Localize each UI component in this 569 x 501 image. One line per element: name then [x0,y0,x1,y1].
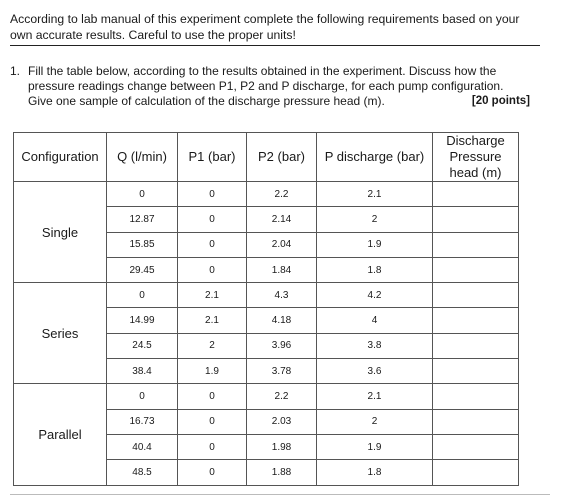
table-header-row [14,133,519,182]
question-line-3: Give one sample of calculation of the discharge pressure head (m). [28,94,385,108]
cell-head[interactable] [433,207,519,232]
cell-p2: 1.88 [247,460,317,485]
cell-p2: 2.2 [247,182,317,207]
header-q: Q (l/min) [107,133,178,182]
cell-p1: 1.9 [178,359,247,384]
question-1 [10,64,530,109]
cell-p1: 0 [178,257,247,282]
cell-q: 24.5 [107,333,178,358]
cell-p1: 0 [178,434,247,459]
cell-p1: 0 [178,182,247,207]
cell-p1: 2.1 [178,283,247,308]
cell-pdis: 2.1 [317,384,433,409]
cell-q: 16.73 [107,409,178,434]
cell-p2: 4.3 [247,283,317,308]
cell-head[interactable] [433,333,519,358]
cell-pdis: 4 [317,308,433,333]
cell-head[interactable] [433,384,519,409]
cell-pdis: 1.9 [317,232,433,257]
cell-p2: 3.96 [247,333,317,358]
cell-pdis: 2 [317,409,433,434]
question-points: [20 points] [471,95,530,107]
cell-p2: 2.03 [247,409,317,434]
header-p-discharge: P discharge (bar) [317,133,433,182]
cell-q: 14.99 [107,308,178,333]
cell-pdis: 1.8 [317,460,433,485]
cell-q: 0 [107,283,178,308]
table-row [14,384,519,409]
results-table [13,132,519,486]
cell-pdis: 3.8 [317,333,433,358]
cell-p1: 2.1 [178,308,247,333]
cell-q: 0 [107,182,178,207]
cell-p2: 1.98 [247,434,317,459]
cell-head[interactable] [433,409,519,434]
cell-p1: 2 [178,333,247,358]
configuration-cell: Single [14,182,107,283]
header-discharge-head-line-2: Pressure [449,149,502,164]
header-discharge-head-line-3: head (m) [449,165,502,180]
table-row [14,283,519,308]
cell-p2: 4.18 [247,308,317,333]
cell-p1: 0 [178,384,247,409]
cell-q: 48.5 [107,460,178,485]
cell-p1: 0 [178,232,247,257]
cell-p2: 1.84 [247,257,317,282]
cell-p1: 0 [178,207,247,232]
header-p2: P2 (bar) [247,133,317,182]
question-line-2: pressure readings change between P1, P2 and P discharge, for each pump configuration. [28,79,504,93]
cell-pdis: 1.9 [317,434,433,459]
configuration-cell: Series [14,283,107,384]
cell-head[interactable] [433,460,519,485]
cell-pdis: 4.2 [317,283,433,308]
cell-head[interactable] [433,359,519,384]
cell-p1: 0 [178,460,247,485]
cell-head[interactable] [433,434,519,459]
cell-q: 40.4 [107,434,178,459]
cell-q: 12.87 [107,207,178,232]
cell-p2: 2.2 [247,384,317,409]
cell-head[interactable] [433,182,519,207]
cell-head[interactable] [433,257,519,282]
cell-head[interactable] [433,232,519,257]
question-line-3-row [28,94,530,109]
cell-head[interactable] [433,308,519,333]
cell-pdis: 3.6 [317,359,433,384]
table-row [14,182,519,207]
cell-p1: 0 [178,409,247,434]
cell-pdis: 2 [317,207,433,232]
page-bottom-divider [10,494,550,495]
question-number: 1. [10,64,21,78]
cell-head[interactable] [433,283,519,308]
cell-p2: 2.14 [247,207,317,232]
cell-pdis: 2.1 [317,182,433,207]
configuration-cell: Parallel [14,384,107,485]
header-discharge-head-line-1: Discharge [446,133,505,148]
cell-q: 0 [107,384,178,409]
table-body [14,182,519,486]
header-discharge-head [433,133,519,182]
cell-q: 38.4 [107,359,178,384]
question-text [28,64,530,109]
instructions-intro: According to lab manual of this experiment complete the following requirements based on your own accurate results. Careful to use the proper units! [10,11,540,46]
header-configuration: Configuration [14,133,107,182]
cell-q: 15.85 [107,232,178,257]
cell-q: 29.45 [107,257,178,282]
cell-pdis: 1.8 [317,257,433,282]
cell-p2: 3.78 [247,359,317,384]
cell-p2: 2.04 [247,232,317,257]
header-p1: P1 (bar) [178,133,247,182]
question-line-1: Fill the table below, according to the results obtained in the experiment. Discuss how the [28,64,497,78]
